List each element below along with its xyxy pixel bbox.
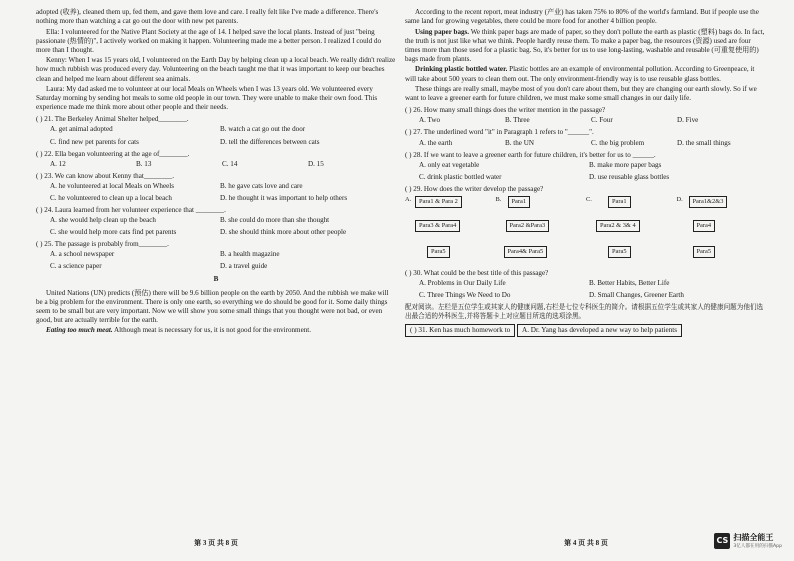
option: C. a science paper [50, 262, 102, 271]
question-29: ( ) 29. How does the writer develop the passage? [405, 184, 544, 193]
question-21: ( ) 21. The Berkeley Animal Shelter helped________. [36, 115, 189, 124]
question-30: ( ) 30. What could be the best title of this passage? [405, 268, 549, 277]
option: A. Problems in Our Daily Life [419, 278, 506, 287]
option: C. Four [591, 116, 613, 125]
option: C. find new pet parents for cats [50, 137, 139, 146]
diagram-box: Para1 [608, 196, 631, 208]
option: C. Three Things We Need to Do [419, 291, 511, 300]
diagram-box: Para1 & Para 2 [415, 196, 462, 208]
diagram-box: Para5 [608, 246, 631, 258]
lead-phrase: Using paper bags. [415, 27, 470, 36]
question-31-row [405, 322, 767, 337]
option: D. a travel guide [220, 262, 268, 271]
right-page [405, 8, 767, 548]
diagram-c [586, 196, 677, 266]
paragraph: Kenny: When I was 15 years old, I volunteered on the Earth Day by helping clean up a local beach. We really didn't realize how much rubbish was produced every day. Volunteering on the beach taught me that it was important to keep our beaches clean and helped me learn about different sea animals. [36, 56, 396, 83]
watermark-name: 扫描全能王 [733, 533, 774, 542]
paragraph: Ella: I volunteered for the Native Plant Society at the age of 14. I helped save the local plants. Instead of just "being passionate (热情的)", I actively worked on making it happen. Volunteering made me a better person. I realized I could do more than I thought. [36, 27, 381, 54]
question-22: ( ) 22. Ella began volunteering at the age of________. [36, 149, 190, 158]
option: D. use reusable glass bottles [589, 172, 670, 181]
options-23 [50, 182, 396, 191]
options-28 [419, 161, 767, 170]
paragraph: These things are really small, maybe most of you don't care about them, but they are changing our earth slowly. So if we want to leave a greener earth for future children, we must make some small changes in our daily life. [405, 85, 757, 103]
question-23: ( ) 23. We can know about Kenny that________. [36, 171, 174, 180]
lead-phrase: Eating too much meat. [46, 326, 113, 335]
paragraph [405, 65, 767, 83]
options-26 [419, 116, 767, 125]
diagram-letter: B. [495, 195, 502, 203]
options-28 [419, 173, 767, 182]
option: B. she could do more than she thought [220, 216, 330, 225]
left-page [36, 8, 396, 548]
option: A. only eat vegetable [419, 160, 480, 169]
option: A. Two [419, 116, 441, 125]
option: A. get animal adopted [50, 125, 113, 134]
option: C. the big problem [591, 138, 645, 147]
option: C. drink plastic bottled water [419, 172, 502, 181]
diagram-box: Para4 [693, 220, 716, 232]
option: A. 12 [50, 159, 66, 168]
diagram-box: Para4& Para5 [504, 246, 548, 258]
option: A. a school newspaper [50, 250, 115, 259]
option: A. the earth [419, 138, 453, 147]
question-25: ( ) 25. The passage is probably from________. [36, 240, 169, 249]
diagram-box: Para3 & Para4 [415, 220, 460, 232]
structure-diagrams [405, 196, 767, 266]
diagram-box: Para2 & 3& 4 [596, 220, 640, 232]
question-24: ( ) 24. Laura learned from her volunteer experience that ________. [36, 205, 226, 214]
options-21 [50, 125, 396, 134]
option: A. she would help clean up the beach [50, 216, 156, 225]
option-a-box: A. Dr. Yang has developed a new way to help patients [517, 324, 682, 337]
page-footer: 第 3 页 共 8 页 [194, 539, 238, 548]
option: D. he thought it was important to help others [220, 193, 348, 202]
paragraph: adopted (收养), cleaned them up, fed them, and gave them love and care. I really felt like I've made a difference. There's nothing more than watching a cat go out the door with new pet parents. [36, 8, 379, 26]
diagram-a [405, 196, 496, 266]
option: B. make more paper bags [589, 160, 662, 169]
option: D. she should think more about other people [220, 228, 347, 237]
option: B. Three [505, 116, 530, 125]
scanner-watermark [714, 532, 782, 549]
paragraph-text: We think paper bags are made of paper, so they don't pollute the earth as plastic (塑料) bags do. In fact, the truth is not just like what we think. People hardly reuse them. To make a paper bag, the resources (资源) used are four times more than those used for a plastic bag. So, it's better for us to use long-lasting, washable and reusable (可重复使用的) bags made from plants. [405, 27, 765, 63]
options-23 [50, 194, 396, 203]
question-31: ( ) 31. Ken has much homework to [405, 324, 515, 337]
options-25 [50, 250, 396, 259]
diagram-box: Para1&2&3 [689, 196, 728, 208]
diagram-letter: A. [405, 195, 412, 203]
options-22 [50, 160, 396, 169]
option: D. tell the differences between cats [220, 137, 320, 146]
option: B. 13 [136, 159, 152, 168]
option: D. 15 [308, 159, 324, 168]
option: A. he volunteered at local Meals on Wheels [50, 181, 174, 190]
section-heading: B [213, 275, 219, 284]
options-24 [50, 228, 396, 237]
lead-phrase: Drinking plastic bottled water. [415, 65, 508, 74]
diagram-box: Para5 [693, 246, 716, 258]
option: B. a health magazine [220, 250, 280, 259]
page-footer: 第 4 页 共 8 页 [564, 539, 608, 548]
diagram-d [677, 196, 768, 266]
option: B. the UN [505, 138, 534, 147]
diagram-b [496, 196, 587, 266]
paragraph-text: Although meat is necessary for us, it is not good for the environment. [112, 326, 312, 335]
options-24 [50, 216, 396, 225]
paragraph [36, 326, 396, 335]
question-26: ( ) 26. How many small things does the writer mention in the passage? [405, 106, 606, 115]
paragraph: Laura: My dad asked me to volunteer at our local Meals on Wheels when I was 13 years old. We volunteered every Saturday morning by sending hot meals to some old people in our town. They were unable to make their own food. This experience made me think more about other people and their needs. [36, 85, 378, 112]
paragraph: United Nations (UN) predicts (预估) there will be 9.6 billion people on the earth by 2050. And the rubbish we make will be a big problem for the environment. There is only one earth, so everything we do should be good for it. Some daily things seem to be small but are very important. Now we will show you some small things that you thought were not bad, or even good, but are actually terrible for the earth. [36, 288, 389, 324]
diagram-box: Para1 [508, 196, 531, 208]
paragraph-text: Plastic bottles are an example of environmental pollution. According to Greenpeace, it will take about 500 years to clean them out. The only environment-friendly way is to use reusable glass bottles. [405, 65, 755, 83]
option: C. he volunteered to clean up a local beach [50, 193, 172, 202]
matching-instructions: 配对阅读。左栏是五位学生或其家人的健康问题,右栏是七位专科医生的简介。请根据五位学生或其家人的健康问题为他们选出最合适的外科医生,并将答题卡上对应题目所选的选项涂黑。 [405, 303, 764, 320]
option: B. watch a cat go out the door [220, 125, 306, 134]
camscanner-logo-icon: CS [714, 533, 730, 549]
diagram-letter: D. [676, 195, 683, 203]
diagram-box: Para5 [427, 246, 450, 258]
paragraph: According to the recent report, meat industry (产业) has taken 75% to 80% of the world's farmland. But if people use the same land for growing vegetables, there could be more food for another 4 billion people. [405, 8, 759, 26]
question-28: ( ) 28. If we want to leave a greener earth for future children, it's better for us to ______. [405, 150, 656, 159]
options-27 [419, 139, 767, 148]
question-27: ( ) 27. The underlined word "it" in Paragraph 1 refers to "______". [405, 128, 594, 137]
options-21 [50, 138, 396, 147]
option: D. the small things [677, 138, 731, 147]
watermark-sub: 3亿人都在用的扫描App [733, 544, 782, 549]
options-30 [419, 291, 767, 300]
option: B. he gave cats love and care [220, 181, 303, 190]
option: D. Small Changes, Greener Earth [589, 291, 684, 300]
option: C. she would help more cats find pet parents [50, 228, 177, 237]
options-25 [50, 262, 396, 271]
diagram-letter: C. [586, 195, 592, 203]
option: C. 14 [222, 159, 238, 168]
diagram-box: Para2 &Para3 [506, 220, 550, 232]
option: D. Five [677, 116, 699, 125]
paragraph [405, 28, 767, 64]
option: B. Better Habits, Better Life [589, 278, 670, 287]
options-30 [419, 279, 767, 288]
watermark-text [733, 532, 782, 549]
